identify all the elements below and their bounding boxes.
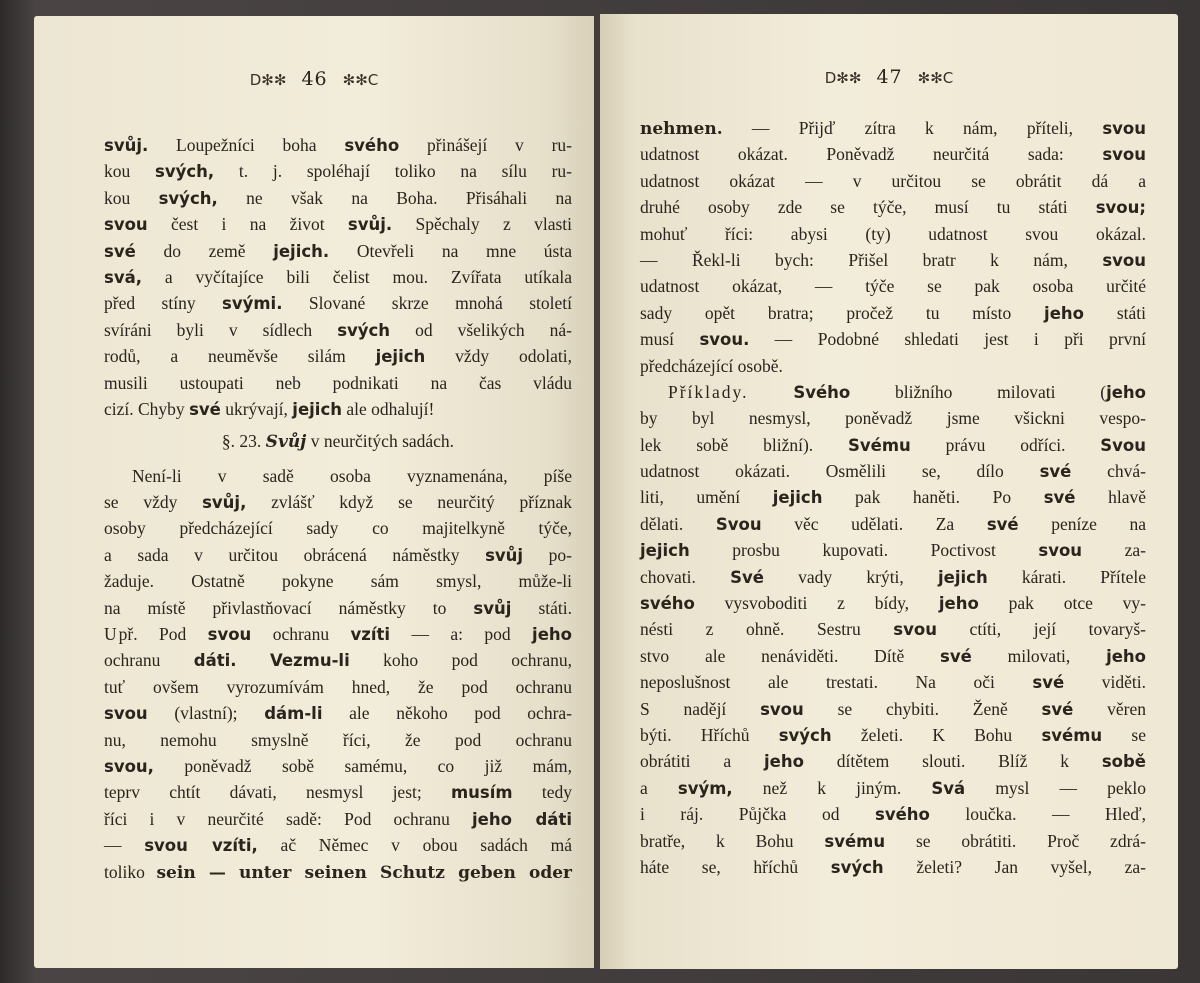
right-page-header bbox=[600, 66, 1178, 88]
text-run: ne však na Boha. Přisáhali na bbox=[217, 187, 573, 208]
emphasized-word: svůj bbox=[473, 598, 512, 618]
left-page-header bbox=[34, 68, 594, 90]
emphasized-word: musím bbox=[450, 783, 513, 803]
text-run: Není-li v sadě osoba vyznamenána, píše bbox=[132, 465, 572, 486]
text-run: obrátiti a bbox=[640, 751, 764, 772]
emphasized-word: svou, bbox=[104, 756, 154, 776]
emphasized-word: své bbox=[1039, 462, 1072, 482]
text-run: dítětem slouti. Blíž k bbox=[803, 751, 1102, 772]
text-run bbox=[749, 382, 794, 402]
text-run: — Přijď zítra k nám, příteli, bbox=[722, 118, 1103, 138]
text-line bbox=[640, 564, 1146, 590]
emphasized-word: Svého bbox=[793, 382, 851, 402]
text-run: ochranu bbox=[251, 624, 351, 645]
text-run: U bbox=[104, 624, 119, 645]
text-line bbox=[104, 515, 572, 541]
emphasized-word: svých bbox=[830, 857, 884, 877]
text-line bbox=[104, 727, 572, 753]
emphasized-word: svůj bbox=[485, 545, 524, 565]
text-run: státi bbox=[1083, 302, 1146, 323]
text-line bbox=[640, 801, 1146, 827]
emphasized-word: jejich bbox=[938, 567, 988, 587]
text-run: koho pod ochranu, bbox=[349, 650, 572, 671]
text-run: — bbox=[104, 835, 145, 856]
text-run: — a: pod bbox=[390, 624, 533, 645]
text-line bbox=[104, 568, 572, 594]
text-run: rodů, a neuměvše silám bbox=[104, 346, 376, 367]
emphasized-word: svou bbox=[104, 215, 148, 235]
text-run: prosbu kupovati. Poctivost bbox=[689, 540, 1039, 561]
text-line bbox=[640, 221, 1146, 247]
emphasized-word: vzíti bbox=[350, 625, 391, 645]
emphasized-word: svých bbox=[778, 725, 832, 745]
text-run: milovati, bbox=[971, 645, 1107, 666]
text-line bbox=[640, 353, 1146, 379]
text-line bbox=[104, 428, 572, 454]
text-run: na místě přivlastňovací náměstky to bbox=[104, 597, 474, 618]
text-line bbox=[640, 115, 1146, 141]
text-run: kárati. Přítele bbox=[987, 566, 1146, 587]
text-run: stvo ale nenáviděti. Dítě bbox=[640, 645, 941, 666]
emphasized-word: svou bbox=[104, 704, 148, 724]
text-run: říci i v neurčité sadě: Pod ochranu bbox=[104, 808, 473, 829]
text-line bbox=[104, 158, 572, 184]
ornament-right-icon: ✻✻C bbox=[917, 69, 954, 87]
text-run: pak otce vy- bbox=[978, 593, 1146, 614]
text-line bbox=[640, 643, 1146, 669]
text-line bbox=[104, 832, 572, 858]
text-run: po- bbox=[523, 544, 573, 565]
text-line bbox=[640, 194, 1146, 220]
emphasized-word: jejich bbox=[375, 347, 426, 367]
text-run: před stíny bbox=[104, 293, 223, 314]
text-line bbox=[640, 379, 1146, 405]
text-run: osoby předcházející sady co majitelkyně týče, bbox=[104, 518, 572, 539]
text-run: bratře, k Bohu bbox=[640, 830, 825, 851]
text-line bbox=[104, 595, 572, 621]
text-line bbox=[640, 405, 1146, 431]
text-line bbox=[640, 669, 1146, 695]
emphasized-word: svých bbox=[337, 320, 391, 340]
left-page-number: 46 bbox=[301, 68, 328, 90]
text-run: ale někoho pod ochra- bbox=[322, 703, 572, 724]
text-run: sein — unter seinen Schutz geben oder bbox=[156, 862, 572, 883]
text-run: loučka. — Hleď, bbox=[929, 804, 1146, 825]
text-line bbox=[104, 779, 572, 805]
text-line bbox=[104, 700, 572, 726]
text-run: poněvadž sobě samému, co již mám, bbox=[153, 755, 572, 776]
text-run: by byl nesmysl, poněvadž jsme všickni vespo- bbox=[640, 408, 1146, 429]
text-run: Loupežníci boha bbox=[148, 135, 345, 155]
text-run: kou bbox=[104, 161, 155, 182]
emphasized-word: jeho dáti bbox=[472, 809, 572, 829]
emphasized-word: svůj. bbox=[347, 215, 393, 235]
text-run: státi. bbox=[511, 597, 572, 618]
text-line bbox=[104, 806, 572, 832]
right-page-number: 47 bbox=[876, 66, 903, 88]
text-run: ač Němec v obou sadách má bbox=[257, 835, 573, 856]
text-line bbox=[104, 343, 572, 369]
text-line bbox=[640, 458, 1146, 484]
ornament-left-icon: D✻✻ bbox=[249, 71, 287, 89]
text-run: i ráj. Půjčka od bbox=[640, 804, 876, 825]
text-run bbox=[237, 650, 270, 670]
text-run: se bbox=[1102, 724, 1147, 745]
text-run: věren bbox=[1073, 698, 1146, 719]
text-run: přinášejí v ru- bbox=[399, 135, 572, 155]
text-line bbox=[640, 141, 1146, 167]
text-run: ochranu bbox=[104, 650, 194, 671]
emphasized-word: jeho bbox=[1106, 382, 1147, 402]
text-line bbox=[104, 264, 572, 290]
text-run: hlavě bbox=[1075, 487, 1146, 508]
text-line bbox=[640, 168, 1146, 194]
text-line bbox=[104, 317, 572, 343]
emphasized-word: jeho bbox=[1106, 646, 1147, 666]
right-page bbox=[600, 14, 1178, 969]
emphasized-word: Svou bbox=[1100, 435, 1146, 455]
text-run: — Podobné shledati jest i při první bbox=[749, 329, 1146, 350]
text-run: liti, umění bbox=[640, 487, 773, 508]
text-run: předcházející osobě. bbox=[640, 355, 783, 376]
text-run: želeti? Jan vyšel, za- bbox=[883, 856, 1146, 877]
text-line bbox=[104, 290, 572, 316]
text-run: vysvoboditi z bídy, bbox=[694, 593, 939, 614]
text-line bbox=[104, 859, 572, 885]
text-run: vždy odolati, bbox=[425, 346, 572, 367]
emphasized-word: svou bbox=[207, 625, 252, 645]
text-run: háte se, hříchů bbox=[640, 856, 831, 877]
emphasized-word: jeho bbox=[1044, 303, 1084, 323]
text-run: Příklady. bbox=[668, 381, 749, 402]
text-run: teprv chtít dávati, nesmysl jest; bbox=[104, 782, 451, 803]
emphasized-word: svých, bbox=[155, 162, 215, 182]
emphasized-word: Svůj bbox=[265, 432, 307, 453]
emphasized-word: jeho bbox=[764, 752, 804, 772]
emphasized-word: svými. bbox=[222, 294, 283, 314]
text-run: nehmen. bbox=[640, 119, 723, 139]
text-run: a bbox=[640, 777, 678, 798]
emphasized-word: své bbox=[189, 399, 221, 419]
text-line bbox=[104, 621, 572, 647]
text-line bbox=[104, 238, 572, 264]
emphasized-word: svůj. bbox=[104, 136, 149, 155]
text-run: čest i na život bbox=[147, 214, 348, 235]
emphasized-word: své bbox=[940, 646, 972, 666]
text-run: dělati. bbox=[640, 513, 716, 534]
text-line bbox=[640, 722, 1146, 748]
text-run: a vyčítajíce bili čelist mou. Zvířata utíkala bbox=[141, 266, 572, 287]
text-line bbox=[104, 396, 572, 422]
emphasized-word: jejich bbox=[292, 399, 342, 419]
text-line bbox=[640, 696, 1146, 722]
text-line bbox=[640, 590, 1146, 616]
text-line bbox=[640, 300, 1146, 326]
left-page bbox=[34, 16, 594, 968]
text-run: udatnost okázati. Osmělili se, dílo bbox=[640, 461, 1040, 482]
text-line bbox=[640, 828, 1146, 854]
text-line bbox=[104, 132, 572, 158]
text-run: chvá- bbox=[1071, 461, 1146, 482]
text-run: ukrývají, bbox=[220, 398, 293, 419]
text-run: tedy bbox=[512, 782, 572, 803]
text-run: se chybiti. Ženě bbox=[803, 698, 1042, 719]
text-run: tuť ovšem vyrozumívám hned, že pod ochranu bbox=[104, 676, 572, 697]
text-line bbox=[104, 370, 572, 396]
emphasized-word: jejich bbox=[772, 488, 823, 508]
text-run: než k jiným. bbox=[732, 777, 932, 798]
text-line bbox=[104, 211, 572, 237]
text-line bbox=[104, 542, 572, 568]
emphasized-word: dám-li bbox=[264, 704, 323, 724]
left-page-body bbox=[104, 132, 572, 885]
text-line bbox=[104, 753, 572, 779]
text-run: býti. Hříchů bbox=[640, 724, 779, 745]
text-run: musí bbox=[640, 329, 700, 350]
emphasized-word: svou bbox=[1102, 250, 1146, 270]
text-run: viděti. bbox=[1064, 672, 1146, 693]
text-run: svíráni byli v sídlech bbox=[104, 319, 338, 340]
emphasized-word: svého bbox=[640, 594, 695, 614]
text-run: se obrátiti. Proč zdrá- bbox=[885, 830, 1146, 851]
text-run: Spěchaly z vlasti bbox=[392, 214, 573, 235]
text-run: žaduje. Ostatně pokyne sám smysl, může-li bbox=[104, 571, 572, 592]
text-run: neposlušnost ale trestati. Na oči bbox=[640, 672, 1033, 693]
text-line bbox=[104, 489, 572, 515]
emphasized-word: svých, bbox=[158, 188, 218, 208]
text-run: od všelikých ná- bbox=[390, 319, 572, 340]
text-run: (vlastní); bbox=[147, 703, 265, 724]
emphasized-word: svá, bbox=[104, 267, 142, 287]
emphasized-word: Svou bbox=[715, 514, 762, 534]
text-run: zvlášť když se neurčitý příznak bbox=[246, 492, 572, 513]
emphasized-word: Svá bbox=[931, 778, 966, 798]
emphasized-word: svou bbox=[760, 699, 804, 719]
emphasized-word: svou bbox=[1102, 145, 1146, 165]
text-line bbox=[640, 511, 1146, 537]
text-run: vady krýti, bbox=[763, 566, 938, 587]
text-line bbox=[104, 647, 572, 673]
emphasized-word: svému bbox=[1041, 725, 1103, 745]
text-run: druhé osoby zde se týče, musí tu státi bbox=[640, 197, 1096, 218]
emphasized-word: své bbox=[1032, 673, 1065, 693]
text-run: ctíti, její tovaryš- bbox=[936, 619, 1146, 640]
text-run: udatnost okázat, — týče se pak osoba určité bbox=[640, 276, 1146, 297]
text-run: želeti. K Bohu bbox=[831, 724, 1042, 745]
text-run: ale odhalují! bbox=[341, 398, 435, 419]
emphasized-word: jeho bbox=[532, 625, 572, 645]
text-run: Otevřeli na mne ústa bbox=[329, 240, 572, 261]
text-run: udatnost okázat — v určitou se obrátit dá a bbox=[640, 170, 1146, 191]
emphasized-word: své bbox=[104, 241, 136, 261]
text-run: věc udělati. Za bbox=[761, 513, 987, 534]
ornament-right-icon: ✻✻C bbox=[342, 71, 379, 89]
emphasized-word: sobě bbox=[1101, 752, 1146, 772]
emphasized-word: svou; bbox=[1095, 198, 1146, 218]
text-run: mysl — peklo bbox=[965, 777, 1146, 798]
text-run: za- bbox=[1082, 540, 1146, 561]
text-run: Slované skrze mnohá století bbox=[282, 293, 572, 314]
emphasized-word: jejich. bbox=[273, 241, 330, 261]
emphasized-word: Vezmu-li bbox=[269, 651, 350, 671]
text-run: nu, nemohu smyslně říci, že pod ochranu bbox=[104, 729, 572, 750]
text-run: v neurčitých sadách. bbox=[306, 431, 455, 452]
text-run: mohuť říci: abysi (ty) udatnost svou okázal. bbox=[640, 223, 1146, 244]
text-line bbox=[104, 674, 572, 700]
text-line bbox=[640, 854, 1146, 880]
emphasized-word: svého bbox=[344, 136, 400, 155]
emphasized-word: svou bbox=[1102, 119, 1146, 138]
text-run: se vždy bbox=[104, 492, 203, 513]
text-run: — Řekl-li bych: Přišel bratr k nám, bbox=[640, 249, 1103, 270]
text-line bbox=[104, 185, 572, 211]
emphasized-word: své bbox=[1043, 488, 1076, 508]
text-run: nésti z ohně. Sestru bbox=[640, 619, 894, 640]
text-line bbox=[104, 463, 572, 489]
text-line bbox=[640, 775, 1146, 801]
emphasized-word: jejich bbox=[640, 541, 690, 561]
emphasized-word: svého bbox=[875, 805, 930, 825]
text-run: peníze na bbox=[1018, 513, 1147, 534]
emphasized-word: Své bbox=[730, 567, 764, 587]
emphasized-word: své bbox=[986, 514, 1019, 534]
emphasized-word: svůj, bbox=[202, 493, 247, 513]
text-run: pak haněti. Po bbox=[822, 487, 1044, 508]
text-run: a sada v určitou obrácená náměstky bbox=[104, 544, 486, 565]
text-line bbox=[640, 273, 1146, 299]
text-line bbox=[640, 616, 1146, 642]
text-run: bližního milovati ( bbox=[850, 381, 1107, 402]
text-run: cizí. Chyby bbox=[104, 398, 190, 419]
text-run: lek sobě bližní). bbox=[640, 434, 848, 455]
text-run: musili ustoupati neb podnikati na čas vládu bbox=[104, 372, 572, 393]
text-line bbox=[640, 326, 1146, 352]
text-run: udatnost okázat. Poněvadž neurčitá sada: bbox=[640, 144, 1103, 165]
text-line bbox=[640, 537, 1146, 563]
emphasized-word: svému bbox=[824, 831, 886, 851]
emphasized-word: svou bbox=[893, 620, 937, 640]
text-line bbox=[640, 484, 1146, 510]
text-run: právu odříci. bbox=[910, 434, 1101, 455]
emphasized-word: svou bbox=[1038, 541, 1083, 561]
text-run: př. Pod bbox=[118, 624, 208, 645]
text-run: chovati. bbox=[640, 566, 731, 587]
text-run: S nadějí bbox=[640, 698, 761, 719]
text-run: §. 23. bbox=[221, 431, 266, 452]
emphasized-word: svou vzíti, bbox=[144, 836, 258, 856]
emphasized-word: jeho bbox=[938, 594, 979, 614]
text-run: do země bbox=[135, 240, 274, 261]
text-line bbox=[640, 748, 1146, 774]
emphasized-word: Svému bbox=[847, 435, 911, 455]
text-run: kou bbox=[104, 187, 159, 208]
text-run: toliko bbox=[104, 861, 157, 882]
ornament-left-icon: D✻✻ bbox=[824, 69, 862, 87]
emphasized-word: svou. bbox=[699, 330, 750, 350]
emphasized-word: své bbox=[1041, 699, 1074, 719]
right-page-body bbox=[640, 115, 1146, 880]
text-run: sady opět bratra; pročež tu místo bbox=[640, 302, 1045, 323]
text-line bbox=[640, 432, 1146, 458]
text-line bbox=[640, 247, 1146, 273]
emphasized-word: dáti. bbox=[193, 651, 237, 671]
text-run: t. j. spoléhají toliko na sílu ru- bbox=[214, 161, 573, 182]
emphasized-word: svým, bbox=[677, 778, 733, 798]
